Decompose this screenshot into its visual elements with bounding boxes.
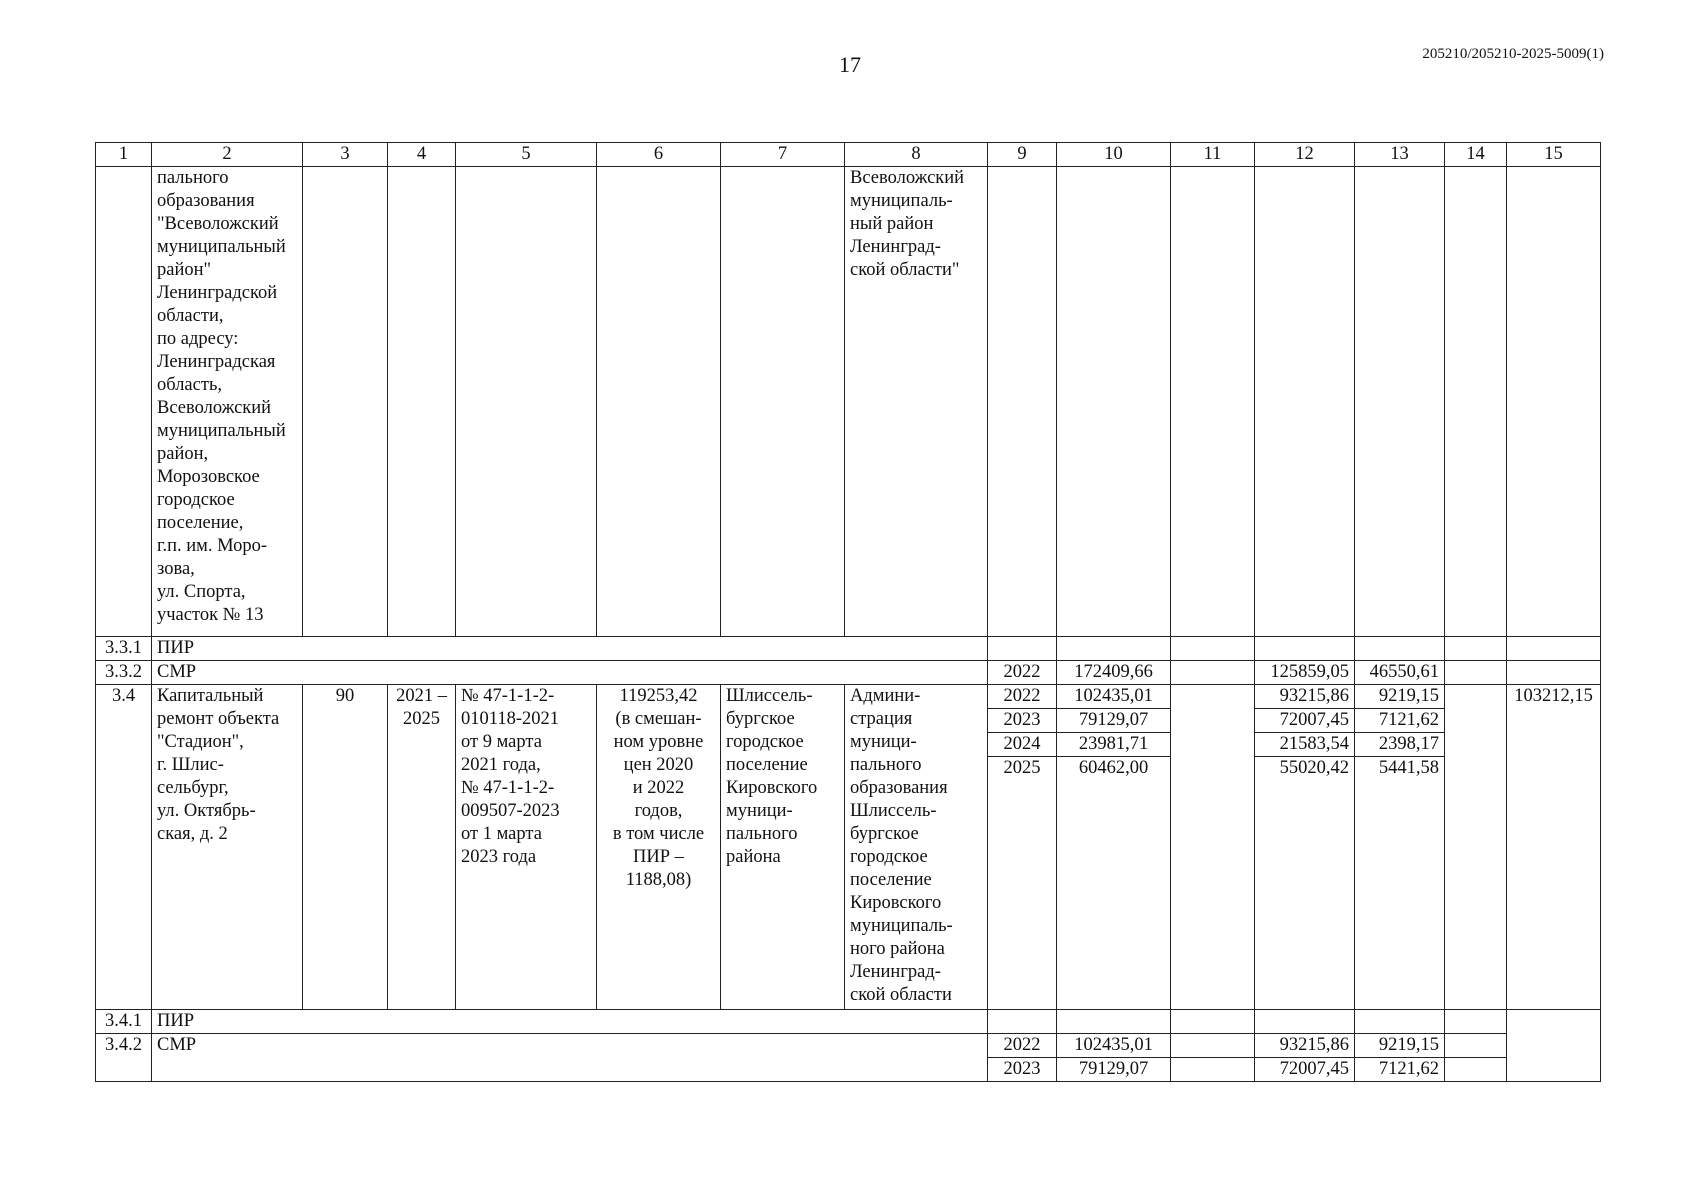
value-cell: 93215,86 [1255,685,1355,709]
value-cell: 7121,62 [1355,709,1445,733]
customer-cell: Админи- страция муници- пального образования Шлиссель- бургское городское поселение Кировского муниципаль- ного района Ленинград- ской области [845,685,988,1010]
year-cell: 2022 [988,661,1057,685]
column-header: 4 [388,143,456,167]
municipality-cell: Шлиссель- бургское городское поселение Кировского муници- пального района [721,685,845,1010]
object-name-cell: Капитальный ремонт объекта "Стадион", г. Шлис- сельбург, ул. Октябрь- ская, д. 2 [152,685,303,1010]
object-name-cell: пального образования "Всеволожский муниципальный район" Ленинградской области, по адресу: Ленинградская область, Всеволожский муниципальный район, Морозовское городское поселение, г.п. им. Моро- зова, ул. Спорта, участок № 13 [152,167,303,637]
value-cell: 9219,15 [1355,685,1445,709]
row-number: 3.4.1 [96,1010,152,1034]
year-cell: 2024 [988,733,1057,757]
value-cell: 5441,58 [1355,757,1445,1010]
period-cell: 2021 – 2025 [388,685,456,1010]
column-header: 1 [96,143,152,167]
table-row [96,685,1601,709]
total-cell: 102435,01 [1057,685,1171,709]
header-row [96,143,1601,167]
value-cell: 9219,15 [1355,1034,1445,1058]
column-header: 15 [1507,143,1601,167]
expertise-cell: № 47-1-1-2- 010118-2021 от 9 марта 2021 года, № 47-1-1-2- 009507-2023 от 1 марта 2023 года [456,685,597,1010]
total-cell: 79129,07 [1057,709,1171,733]
year-cell: 2025 [988,757,1057,1010]
column-header: 7 [721,143,845,167]
value-cell: 46550,61 [1355,661,1445,685]
row-number: 3.4 [96,685,152,1010]
year-cell: 2023 [988,1058,1057,1082]
column-header: 14 [1445,143,1507,167]
column-header: 5 [456,143,597,167]
row-number: 3.3.2 [96,661,152,685]
value-cell: 7121,62 [1355,1058,1445,1082]
table-row [96,661,1601,685]
year-cell: 2023 [988,709,1057,733]
value-cell: 93215,86 [1255,1034,1355,1058]
value-cell: 55020,42 [1255,757,1355,1010]
column-header: 9 [988,143,1057,167]
row-name: ПИР [152,1010,988,1034]
row-name: ПИР [152,637,988,661]
value-cell: 21583,54 [1255,733,1355,757]
row-number: 3.4.2 [96,1034,152,1082]
table-row [96,1034,1601,1058]
column-header: 10 [1057,143,1171,167]
table-row [96,1010,1601,1034]
table-row [96,637,1601,661]
value-cell: 125859,05 [1255,661,1355,685]
row-number: 3.3.1 [96,637,152,661]
year-cell: 2022 [988,685,1057,709]
column-header: 8 [845,143,988,167]
capacity-cell: 90 [303,685,388,1010]
total-cell: 60462,00 [1057,757,1171,1010]
column-header: 13 [1355,143,1445,167]
column-header: 3 [303,143,388,167]
year-cell: 2022 [988,1034,1057,1058]
row-number-cell [96,167,152,637]
total-cell: 102435,01 [1057,1034,1171,1058]
budget-table [95,142,1601,1082]
customer-cell: Всеволожский муниципаль- ный район Ленинград- ской области" [845,167,988,637]
table-row [96,167,1601,637]
total-cell: 172409,66 [1057,661,1171,685]
remaining-cost-cell: 103212,15 [1507,685,1601,1010]
row-name: СМР [152,661,988,685]
document-id: 205210/205210-2025-5009(1) [1422,46,1604,62]
estimated-cost-cell: 119253,42 (в смешан- ном уровне цен 2020 и 2022 годов, в том числе ПИР – 1188,08) [597,685,721,1010]
row-name: СМР [152,1034,988,1082]
value-cell: 2398,17 [1355,733,1445,757]
page-number: 17 [839,52,861,77]
value-cell: 72007,45 [1255,709,1355,733]
total-cell: 79129,07 [1057,1058,1171,1082]
column-header: 12 [1255,143,1355,167]
column-header: 2 [152,143,303,167]
column-header: 6 [597,143,721,167]
column-header: 11 [1171,143,1255,167]
value-cell: 72007,45 [1255,1058,1355,1082]
total-cell: 23981,71 [1057,733,1171,757]
